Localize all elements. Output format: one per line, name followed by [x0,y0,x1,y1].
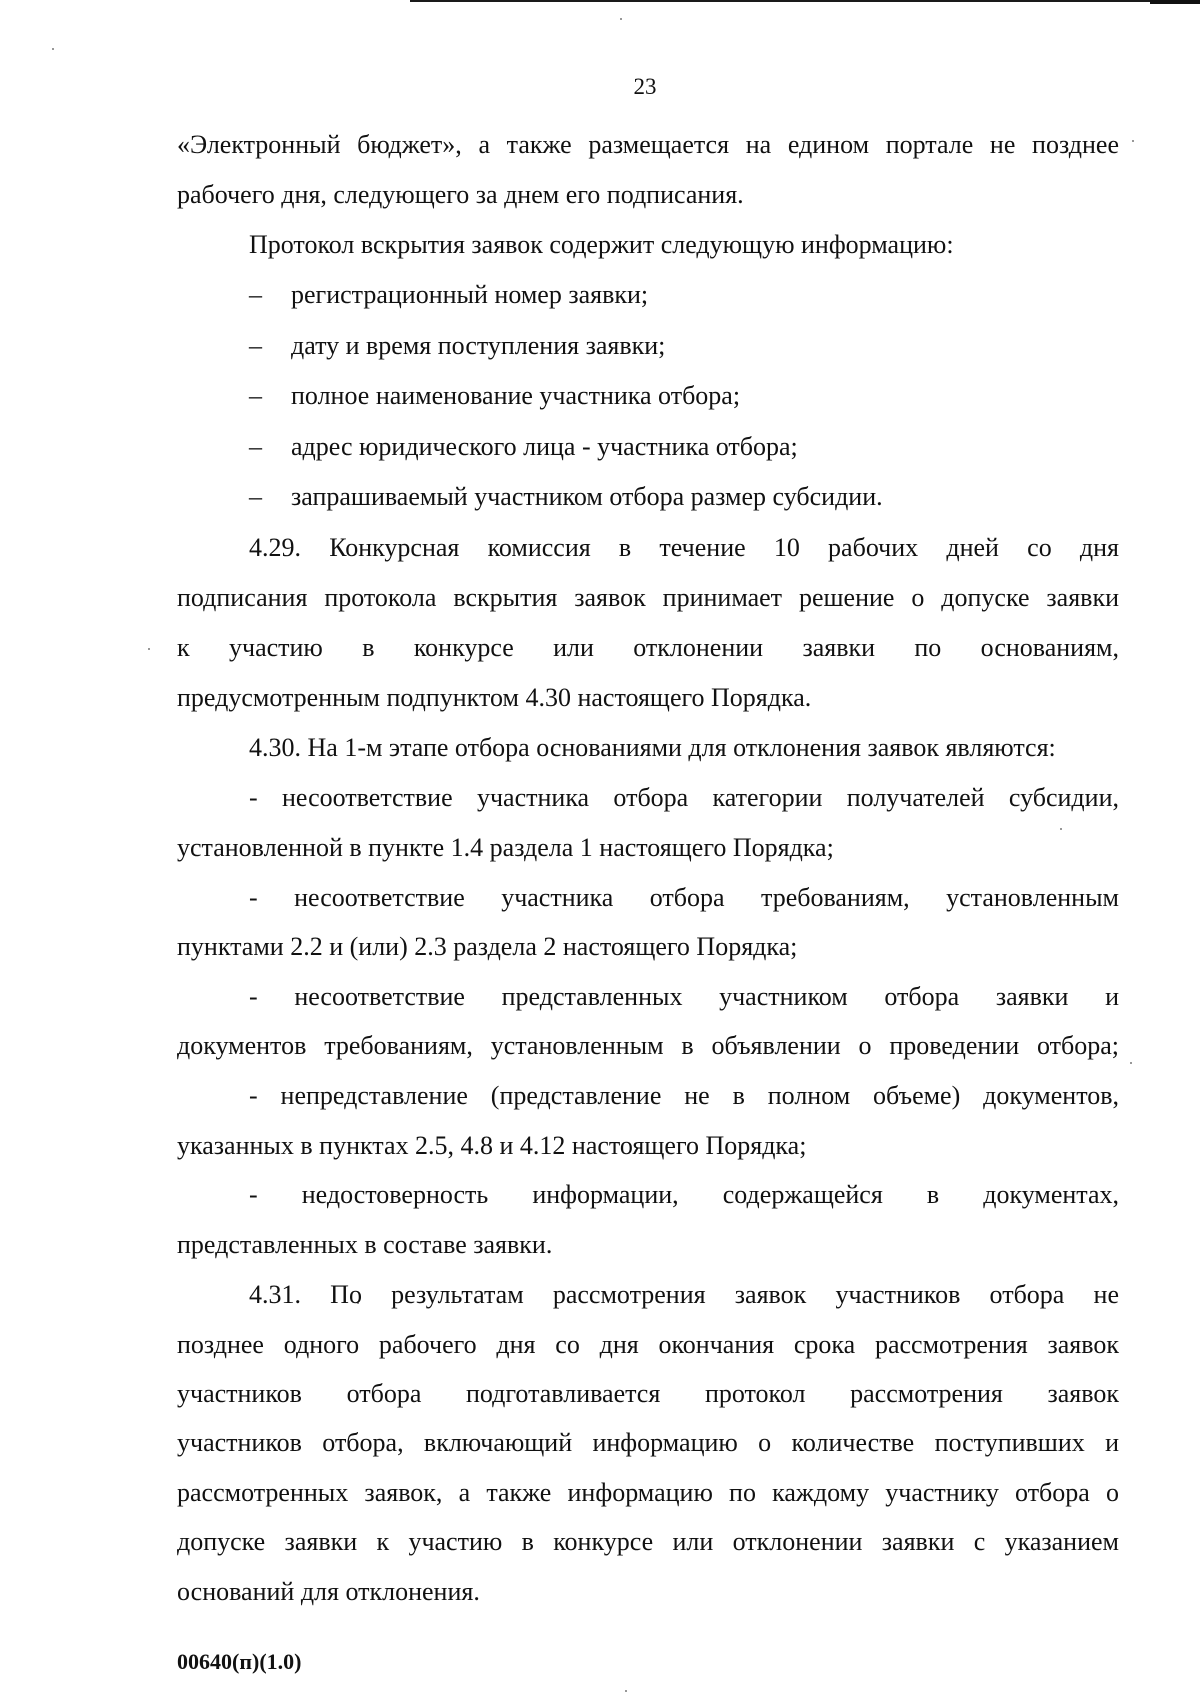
dash-marker: – [249,280,262,309]
text-line: участников отбора, включающий информацию о количестве поступивших и [177,1428,1119,1457]
list-item [249,381,740,411]
scan-speck [52,48,54,50]
text-line: участников отбора подготавливается протокол рассмотрения заявок [177,1379,1119,1408]
text-line: предусмотренным подпунктом 4.30 настоящего Порядка. [177,683,812,712]
text-line: установленной в пункте 1.4 раздела 1 настоящего Порядка; [177,833,834,862]
text-line: рабочего дня, следующего за днем его подписания. [177,180,744,209]
text-line: подписания протокола вскрытия заявок принимает решение о допуске заявки [177,583,1119,612]
scan-speck [620,18,622,20]
text-line: - непредставление (представление не в полном объеме) документов, [249,1081,1119,1110]
text-line: - несоответствие участника отбора категории получателей субсидии, [249,783,1119,812]
scan-corner-mark [1150,0,1200,4]
list-item-text: адрес юридического лица - участника отбора; [291,432,798,461]
text-line: позднее одного рабочего дня со дня окончания срока рассмотрения заявок [177,1330,1119,1359]
list-item-text: полное наименование участника отбора; [291,381,741,410]
text-line: пунктами 2.2 и (или) 2.3 раздела 2 настоящего Порядка; [177,932,798,961]
list-item [249,280,648,310]
text-line: 4.31. По результатам рассмотрения заявок участников отбора не [249,1280,1119,1309]
text-line: к участию в конкурсе или отклонении заявки по основаниям, [177,633,1119,662]
dash-marker: – [249,432,262,461]
text-line: - несоответствие участника отбора требованиям, установленным [249,883,1119,912]
text-line: 4.29. Конкурсная комиссия в течение 10 рабочих дней со дня [249,533,1119,562]
scan-speck [1060,828,1062,830]
text-line: «Электронный бюджет», а также размещается на едином портале не позднее [177,130,1119,159]
text-line: рассмотренных заявок, а также информацию по каждому участнику отбора о [177,1478,1119,1507]
scan-speck [625,1690,627,1692]
text-line: документов требованиям, установленным в объявлении о проведении отбора; [177,1031,1119,1060]
page-number: 23 [633,74,657,99]
text-line: 4.30. На 1-м этапе отбора основаниями для отклонения заявок являются: [249,733,1056,762]
text-line: допуске заявки к участию в конкурсе или отклонении заявки с указанием [177,1527,1119,1556]
text-line: - несоответствие представленных участником отбора заявки и [249,982,1119,1011]
scan-top-edge [410,0,1200,2]
text-line: указанных в пунктах 2.5, 4.8 и 4.12 настоящего Порядка; [177,1131,807,1160]
list-item [249,432,798,462]
document-code: 00640(п)(1.0) [177,1649,302,1674]
list-item [249,331,665,361]
text-line: представленных в составе заявки. [177,1230,553,1259]
text-line: - недостоверность информации, содержащейся в документах, [249,1180,1119,1209]
dash-marker: – [249,331,262,360]
list-item-text: дату и время поступления заявки; [291,331,666,360]
dash-marker: – [249,381,262,410]
list-item-text: регистрационный номер заявки; [291,280,649,309]
dash-marker: – [249,482,262,511]
scan-speck [148,648,150,650]
scan-speck [1132,140,1134,142]
text-line: Протокол вскрытия заявок содержит следующую информацию: [249,230,954,259]
text-line: оснований для отклонения. [177,1577,480,1606]
scan-speck [1130,1062,1132,1064]
list-item-text: запрашиваемый участником отбора размер субсидии. [291,482,883,511]
list-item [249,482,883,512]
